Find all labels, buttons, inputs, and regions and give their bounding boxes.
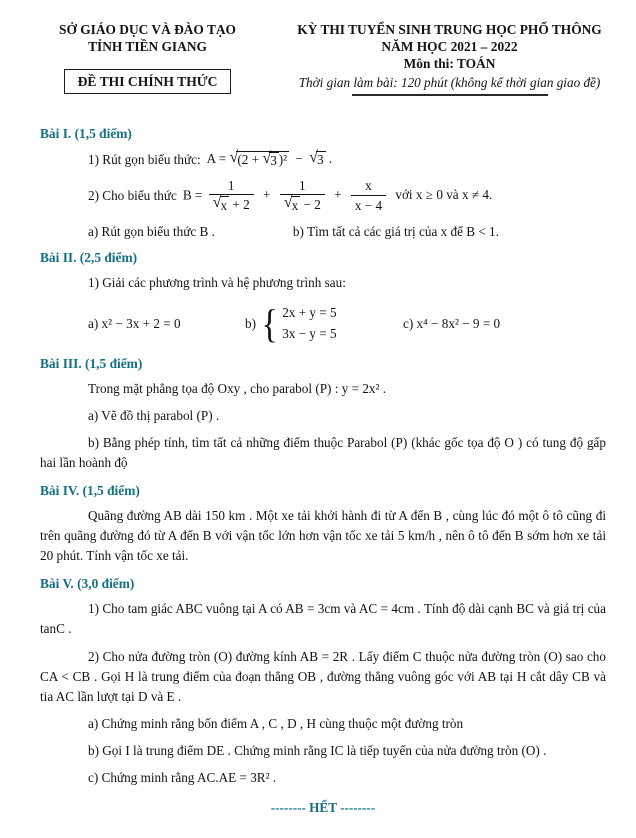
radical-sign: √	[283, 194, 293, 212]
formula-lhs: A =	[206, 150, 227, 166]
section-bai-1	[40, 126, 606, 240]
bai1-subquestions	[40, 224, 606, 240]
bai1-q1-label: 1) Rút gọn biểu thức:	[88, 151, 201, 167]
sqrt-outer	[229, 148, 289, 169]
fraction-3	[351, 178, 386, 214]
bai5-sub-b: b) Gọi I là trung điểm DE . Chứng minh rằng IC là tiếp tuyến của nửa đường tròn (O) .	[88, 742, 547, 758]
section-heading-bai-5: Bài V. (3,0 điểm)	[40, 576, 135, 592]
sqrt-inner	[262, 149, 278, 169]
bai4-body: Quãng đường AB dài 150 km . Một xe tải khởi hành đi từ A đến B , cùng lúc đó một ô tô cũng đi trên quãng đường đó từ A đến B với vận tốc lớn hơn vận tốc xe tải 5 km/h , nên ô tô đến B sớm hơn xe tải 20 phút. Tính vận tốc xe tải.	[40, 508, 606, 564]
bai1-sub-a: a) Rút gọn biểu thức B .	[88, 223, 215, 239]
bai5-sub-a: a) Chứng minh rằng bốn điểm A , C , D , H cùng thuộc một đường tròn	[88, 715, 464, 731]
system-eq-2: 3x − y = 5	[282, 325, 337, 341]
bai2-eq-c: c) x⁴ − 8x² − 9 = 0	[403, 315, 501, 331]
bai2-intro: 1) Giải các phương trình và hệ phương trình sau:	[88, 274, 346, 290]
radicand	[269, 152, 279, 169]
radical-sign: √	[229, 148, 239, 166]
section-bai-4	[40, 483, 606, 566]
radicand	[236, 151, 289, 169]
exam-title-line1: KỲ THI TUYỂN SINH TRUNG HỌC PHỔ THÔNG	[297, 22, 602, 37]
bai2-equations	[40, 300, 606, 346]
bai3-intro: Trong mặt phẳng tọa độ Oxy , cho parabol (P) : y = 2x² .	[88, 380, 387, 396]
denominator	[280, 194, 325, 215]
section-bai-2	[40, 250, 606, 344]
radicand-value: x	[291, 198, 299, 214]
official-exam-label: ĐỀ THI CHÍNH THỨC	[77, 73, 218, 89]
numerator: 1	[298, 177, 306, 193]
equation-system	[260, 300, 337, 346]
bai2-eq-b	[245, 300, 403, 346]
section-heading-bai-3: Bài III. (1,5 điểm)	[40, 355, 143, 371]
fraction-2	[280, 178, 325, 215]
header-rule	[352, 94, 548, 96]
plus-operator: +	[334, 187, 342, 203]
radicand-post: )²	[278, 151, 288, 167]
radical-sign: √	[212, 194, 222, 212]
formula-period: .	[328, 150, 333, 166]
section-bai-3	[40, 356, 606, 473]
end-label: -------- HẾT --------	[270, 799, 376, 815]
issuer-block	[30, 22, 265, 96]
bai3-sub-b: b) Bằng phép tính, tìm tất cả những điểm thuộc Parabol (P) (khác gốc tọa độ O ) có tung độ gấp hai lần hoành độ	[40, 435, 606, 471]
section-bai-5	[40, 576, 606, 788]
denominator	[209, 194, 254, 215]
exam-header	[0, 0, 636, 96]
exam-title-line2: NĂM HỌC 2021 – 2022	[381, 38, 518, 54]
radicand	[316, 151, 326, 168]
bai1-q1-formula	[206, 148, 333, 169]
section-heading-bai-1: Bài I. (1,5 điểm)	[40, 125, 132, 141]
bai5-sub-c: c) Chứng minh rằng AC.AE = 3R² .	[88, 769, 277, 785]
bai1-question-2	[40, 178, 606, 215]
bai1-question-1	[40, 148, 606, 169]
issuer-line2: TỈNH TIỀN GIANG	[88, 38, 207, 54]
sqrt	[284, 196, 300, 215]
system-rows	[282, 303, 336, 344]
bai5-q1: 1) Cho tam giác ABC vuông tại A có AB = 3cm và AC = 4cm . Tính độ dài cạnh BC và giá trị của tanC .	[40, 601, 606, 637]
radicand-value: 3	[317, 151, 324, 167]
radicand-pre: (2 +	[237, 151, 260, 167]
exam-title-block	[265, 22, 628, 96]
minus-operator: −	[295, 150, 303, 166]
section-heading-bai-4: Bài IV. (1,5 điểm)	[40, 483, 140, 499]
denominator: x − 4	[351, 195, 386, 215]
sqrt-tail	[309, 148, 325, 168]
section-heading-bai-2: Bài II. (2,5 điểm)	[40, 249, 138, 265]
bai1-q2-formula	[183, 178, 495, 215]
system-eq-1: 2x + y = 5	[282, 305, 337, 321]
issuer-line1: SỞ GIÁO DỤC VÀ ĐÀO TẠO	[59, 22, 236, 37]
radicand-value: 3	[270, 152, 277, 168]
radicand	[291, 196, 301, 215]
sqrt	[213, 196, 229, 215]
formula-lhs: B =	[182, 187, 203, 203]
exam-subject-line: Môn thi: TOÁN	[403, 55, 496, 71]
bai2-eq-a: a) x² − 3x + 2 = 0	[88, 315, 181, 331]
radical-sign: √	[262, 149, 272, 167]
bai5-q2: 2) Cho nửa đường tròn (O) đường kính AB = 2R . Lấy điểm C thuộc nửa đường tròn (O) sao cho CA < CB . Gọi H là trung điểm của đoạn thẳng OB , đường thẳng vuông góc với AB tại H cắt dây CB và tia AC lần lượt tại D và E .	[40, 648, 606, 704]
system-brace: {	[261, 300, 278, 346]
denominator-rest: − 2	[303, 197, 321, 213]
exam-body	[0, 96, 636, 816]
bai1-q2-label: 2) Cho biểu thức	[88, 188, 177, 204]
official-exam-box	[64, 69, 232, 94]
radicand-value: x	[220, 198, 228, 214]
fraction-1	[209, 178, 254, 215]
domain-condition: với x ≥ 0 và x ≠ 4.	[395, 187, 493, 203]
bai2-eq-b-label: b)	[245, 315, 256, 331]
exam-footer	[40, 800, 606, 816]
denominator-rest: + 2	[232, 197, 250, 213]
plus-operator: +	[263, 187, 271, 203]
radical-sign: √	[309, 148, 319, 166]
bai1-sub-b: b) Tìm tất cả các giá trị của x để B < 1.	[292, 223, 499, 239]
radicand	[220, 196, 230, 215]
numerator: x	[365, 178, 372, 194]
exam-duration-line: Thời gian làm bài: 120 phút (không kể thời gian giao đề)	[298, 74, 601, 90]
numerator: 1	[227, 177, 235, 193]
bai3-sub-a: a) Vẽ đồ thị parabol (P) .	[88, 408, 220, 424]
